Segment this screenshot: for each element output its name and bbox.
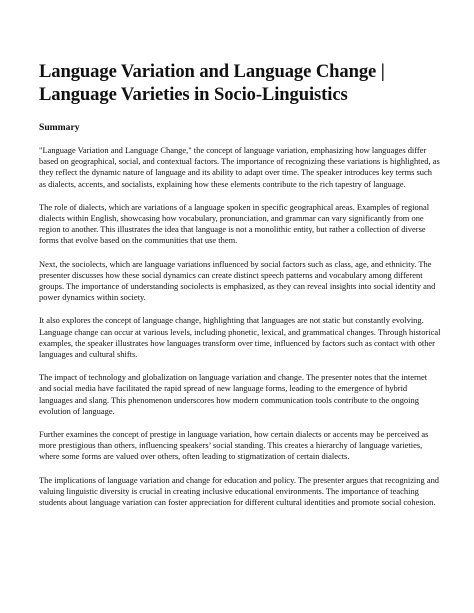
document-page <box>39 60 441 520</box>
paragraph-1: "Language Variation and Language Change," the concept of language variation, emphasizing how languages differ based on geographical, social, and contextual factors. The importance of recognizing these variations is highlighted, as they reflect the dynamic nature of language and its ability to adapt over time. The speaker introduces key terms such as dialects, accents, and socialists, explaining how these elements contribute to the rich tapestry of language. <box>39 145 440 189</box>
paragraph-4: It also explores the concept of language change, highlighting that languages are not static but constantly evolving. Language change can occur at various levels, including phonetic, lexical, and grammatical changes. Through historical examples, the speaker illustrates how languages transform over time, influenced by factors such as contact with other languages and cultural shifts. <box>39 315 441 360</box>
paragraph-5: The impact of technology and globalization on language variation and change. The presenter notes that the internet and social media have facilitated the rapid spread of new language forms, leading to the emergence of hybrid languages and slang. This phenomenon underscores how modern communication tools contribute to the ongoing evolution of language. <box>39 372 428 416</box>
paragraph-3: Next, the sociolects, which are language variations influenced by social factors such as class, age, and ethnicity. The presenter discusses how these social dynamics can create distinct speech patterns and vocabulary among different groups. The importance of understanding sociolects is emphasized, as they can reveal insights into social identity and power dynamics within society. <box>39 258 436 303</box>
paragraph-7: The implications of language variation and change for education and policy. The presenter argues that recognizing and valuing linguistic diversity is crucial in creating inclusive educational environments. The importance of teaching students about language variation can foster appreciation for different cultural identities and promote social cohesion. <box>39 474 440 508</box>
paragraph-6: Further examines the concept of prestige in language variation, how certain dialects or accents may be perceived as more prestigious than others, influencing speakers’ social standing. This creates a hierarchy of language varieties, where some forms are valued over others, often leading to stigmatization of certain dialects. <box>39 429 429 462</box>
summary-heading: Summary <box>39 122 80 133</box>
page-title: Language Variation and Language Change | Language Varieties in Socio-Linguistics <box>39 61 385 105</box>
paragraph-2: The role of dialects, which are variations of a language spoken in specific geographical areas. Examples of regional dialects within English, showcasing how vocabulary, pronunciation, and grammar can vary significantly from one region to another. This illustrates the idea that language is not a monolithic entity, but rather a collection of diverse forms that evolve based on the communities that use them. <box>39 201 430 246</box>
